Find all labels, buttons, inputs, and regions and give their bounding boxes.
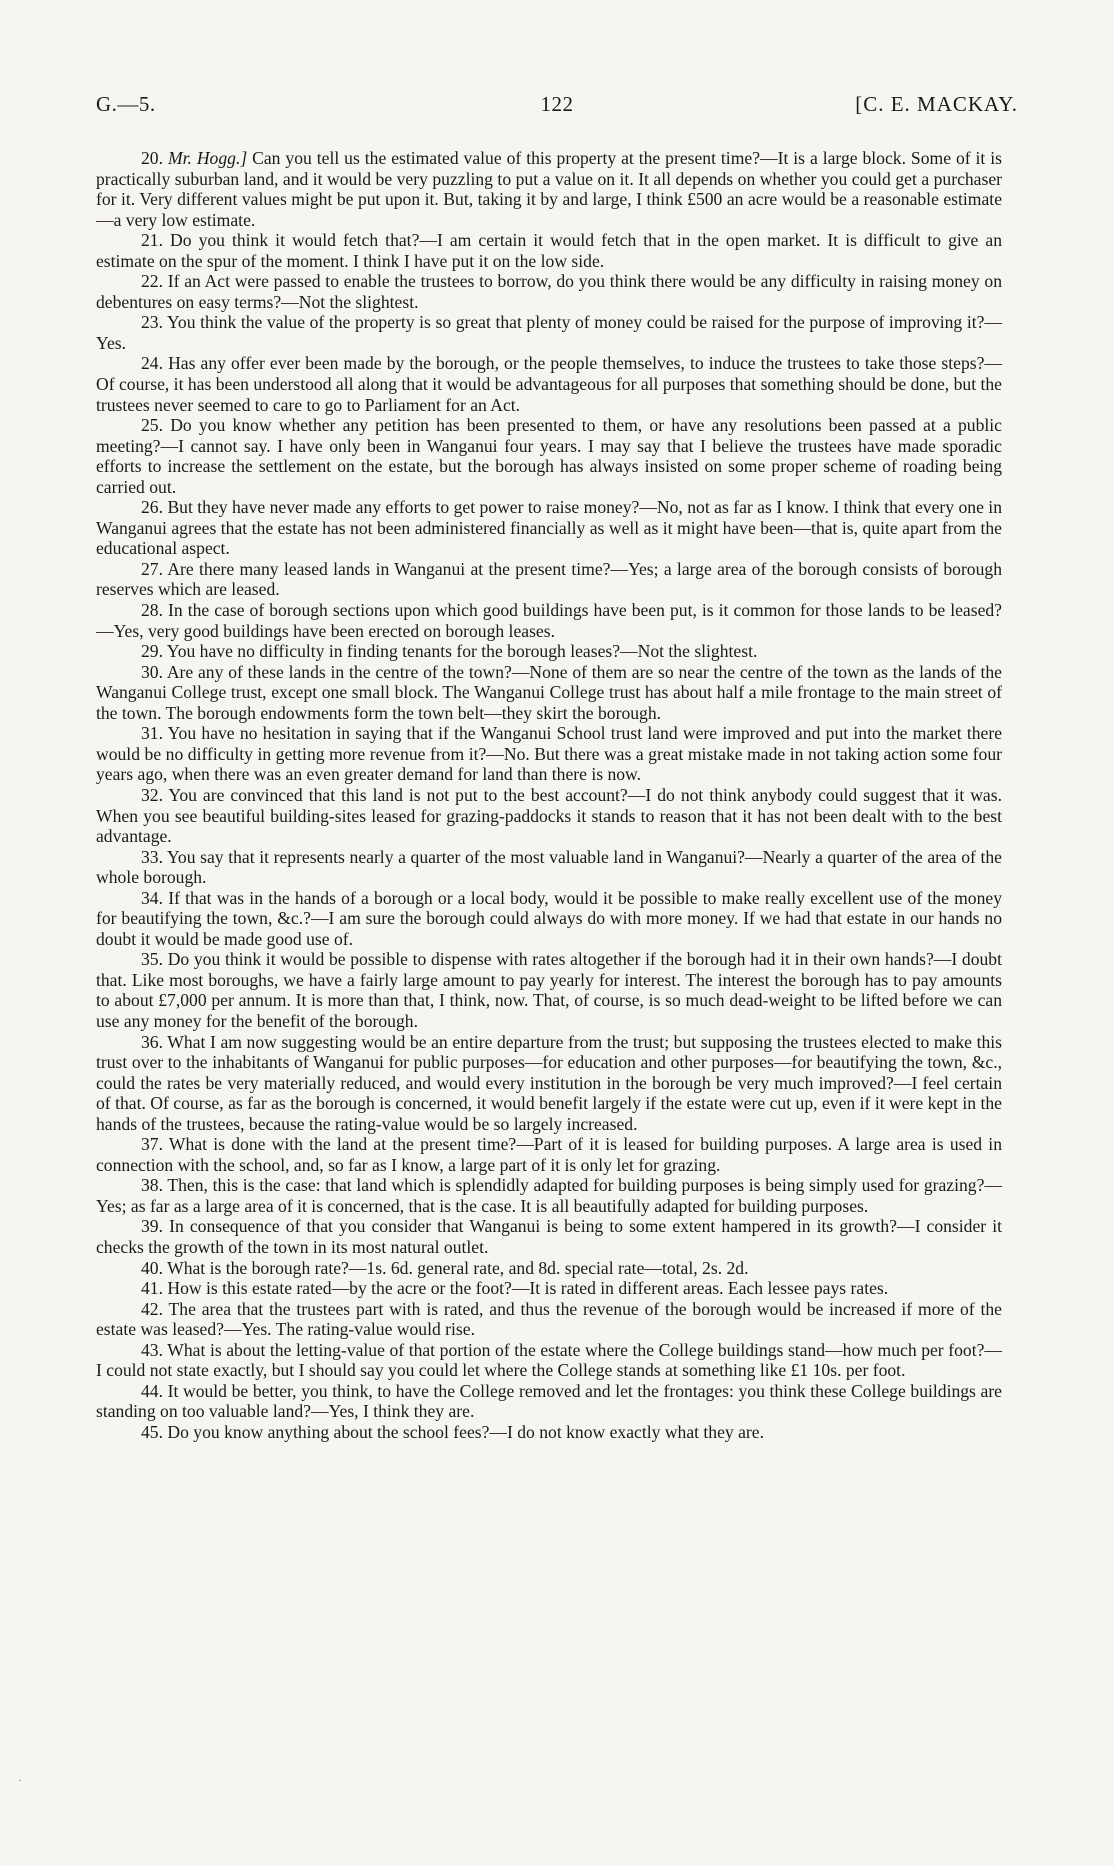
evidence-paragraph [96,723,1002,785]
paragraph-text: In consequence of that you consider that Wanganui is being to some extent hampered in its growth?—I consider it checks the growth of the town in its most natural outlet. [96,1216,1002,1257]
paragraph-text: Do you think it would be possible to dispense with rates altogether if the borough had it in their own hands?—I doubt that. Like most boroughs, we have a fairly large amount to pay yearly for interest. The interest the borough has to pay amounts to about £7,000 per annum. It is more than that, I think, now. That, of course, is so much dead-weight to be lifted before we can use any money for the benefit of the borough. [96,949,1002,1031]
paragraph-text: Then, this is the case: that land which is splendidly adapted for building purposes is being simply used for grazing?—Yes; as far as a large area of it is concerned, that is the case. It is all beautifully adapted for building purposes. [96,1175,1002,1216]
evidence-paragraph [96,847,1002,888]
question-number: 29. [141,641,163,662]
document-reference: G.—5. [96,92,156,116]
evidence-paragraph [96,600,1002,641]
question-number: 28. [141,600,163,621]
question-number: 21. [141,230,163,251]
paragraph-text: Has any offer ever been made by the borough, or the people themselves, to induce the trustees to take those steps?—Of course, it has been understood all along that it would be advantageous for all purposes that something should be done, but the trustees never seemed to care to go to Parliament for an Act. [96,353,1002,415]
question-number: 44. [141,1380,163,1401]
evidence-paragraph [96,1032,1002,1135]
evidence-paragraph [96,148,1002,230]
paragraph-text: You think the value of the property is so great that plenty of money could be raised for the purpose of improving it?—Yes. [96,312,1003,353]
evidence-paragraph [96,230,1002,271]
question-number: 41. [141,1278,163,1299]
paragraph-text: In the case of borough sections upon which good buildings have been put, is it common for those lands to be leased?—Yes, very good buildings have been erected on borough leases. [96,600,1002,641]
evidence-paragraph [96,1299,1002,1340]
witness-name: [C. E. MACKAY. [855,92,1018,116]
evidence-paragraph [96,641,1002,662]
evidence-paragraph [96,949,1002,1031]
paragraph-text: What I am now suggesting would be an entire departure from the trust; but supposing the trustees elected to make this trust over to the inhabitants of Wanganui for public purposes—for education and other purposes—for beautifying the town, &c., could the rates be very materially reduced, and would every institution in the borough be very much improved?—I feel certain of that. Of course, as far as the borough is concerned, it would benefit largely if the estate were cut up, even if it were kept in the hands of the trustees, because the rating-value would be so largely increased. [96,1031,1002,1134]
question-number: 40. [141,1257,163,1278]
evidence-body [96,148,1002,1442]
question-number: 20. [141,148,163,168]
question-number: 37. [141,1134,163,1155]
question-number: 27. [141,558,163,579]
evidence-paragraph [96,1258,1002,1279]
page-number: 122 [540,92,574,116]
evidence-paragraph [96,785,1002,847]
question-number: 31. [141,723,163,744]
paragraph-text: But they have never made any efforts to get power to raise money?—No, not as far as I know. I think that every one in Wanganui agrees that the estate has not been administered financially as well as it might have been—that is, quite apart from the educational aspect. [96,497,1002,559]
evidence-paragraph [96,415,1002,497]
evidence-paragraph [96,1216,1002,1257]
paragraph-text: If an Act were passed to enable the trustees to borrow, do you think there would be any difficulty in raising money on debentures on easy terms?—Not the slightest. [96,271,1002,312]
paragraph-text: You have no difficulty in finding tenants for the borough leases?—Not the slightest. [166,641,758,662]
paragraph-text: What is done with the land at the present time?—Part of it is leased for building purposes. A large area is used in connection with the school, and, so far as I know, a large part of it is only let for grazing. [96,1134,1002,1175]
evidence-paragraph [96,1278,1002,1299]
paragraph-text: What is about the letting-value of that portion of the estate where the College buildings stand—how much per foot?—I could not state exactly, but I should say you could let where the College stands at something like £1 10s. per foot. [96,1339,1002,1381]
question-number: 39. [141,1216,163,1237]
question-number: 33. [141,846,163,867]
question-number: 34. [141,887,163,908]
question-number: 25. [141,415,163,436]
paragraph-text: If that was in the hands of a borough or a local body, would it be possible to make really excellent use of the money for beautifying the town, &c.?—I am sure the borough could always do with more money. If we had that estate in our hands no doubt it would be made good use of. [96,887,1002,949]
paragraph-text: It would be better, you think, to have the College removed and let the frontages: you think these College buildings are standing on too valuable land?—Yes, I think they are. [96,1380,1002,1422]
question-number: 26. [141,497,163,518]
evidence-paragraph [96,1381,1002,1422]
question-number: 45. [141,1421,163,1442]
paragraph-text: Can you tell us the estimated value of this property at the present time?—It is a large block. Some of it is practically suburban land, and it would be very puzzling to put a value on it. It all depends on whether you could get a purchaser for it. Very different values might be put upon it. But, taking it by and large, I think £500 an acre would be a reasonable estimate—a very low estimate. [96,148,1002,230]
evidence-paragraph [96,559,1002,600]
paragraph-text: Do you think it would fetch that?—I am certain it would fetch that in the open market. It is difficult to give an estimate on the spur of the moment. I think I have put it on the low side. [96,230,1002,271]
paragraph-text: You are convinced that this land is not put to the best account?—I do not think anybody could suggest that it was. When you see beautiful building-sites leased for grazing-paddocks it stands to reason that it has not been dealt with to the best advantage. [96,784,1002,847]
paragraph-text: You say that it represents nearly a quarter of the most valuable land in Wanganui?—Nearly a quarter of the area of the whole borough. [96,846,1002,888]
question-number: 30. [141,661,163,682]
evidence-paragraph [96,312,1002,353]
paragraph-text: Do you know anything about the school fees?—I do not know exactly what they are. [167,1421,764,1442]
question-number: 23. [141,312,163,333]
evidence-paragraph [96,662,1002,724]
question-number: 32. [141,784,163,805]
speaker-name: Mr. Hogg.] [167,148,253,168]
question-number: 38. [141,1175,163,1196]
evidence-paragraph [96,1134,1002,1175]
paragraph-text: Do you know whether any petition has been presented to them, or have any resolutions been passed at a public meeting?—I cannot say. I have only been in Wanganui four years. I may say that I believe the trustees have made sporadic efforts to increase the settlement on the estate, but the borough has always insisted on some proper scheme of roading being carried out. [96,415,1002,497]
evidence-paragraph [96,1340,1002,1381]
paragraph-text: Are any of these lands in the centre of the town?—None of them are so near the centre of the town as the lands of the Wanganui College trust, except one small block. The Wanganui College trust has about half a mile frontage to the main street of the town. The borough endowments form the town belt—they skirt the borough. [96,661,1002,723]
question-number: 42. [141,1298,163,1319]
paragraph-text: What is the borough rate?—1s. 6d. general rate, and 8d. special rate—total, 2s. 2d. [167,1257,749,1278]
paragraph-text: How is this estate rated—by the acre or the foot?—It is rated in different areas. Each lessee pays rates. [167,1278,889,1299]
question-number: 35. [141,949,163,970]
question-number: 22. [141,271,163,292]
evidence-paragraph [96,1175,1002,1216]
paragraph-text: Are there many leased lands in Wanganui at the present time?—Yes; a large area of the borough consists of borough reserves which are leased. [96,558,1002,600]
paragraph-text: You have no hesitation in saying that if the Wanganui School trust land were improved and put into the market there would be no difficulty in getting more revenue from it?—No. But there was a great mistake made in not taking action some four years ago, when there was an even greater demand for land than there is now. [96,723,1003,785]
evidence-paragraph [96,271,1002,312]
page-header [96,92,1018,124]
evidence-paragraph [96,497,1002,559]
margin-mark: · [18,1773,22,1787]
evidence-paragraph [96,353,1002,415]
evidence-paragraph [96,888,1002,950]
evidence-paragraph [96,1422,1002,1443]
question-number: 24. [141,353,163,374]
paragraph-text: The area that the trustees part with is rated, and thus the revenue of the borough would be increased if more of the estate was leased?—Yes. The rating-value would rise. [96,1298,1002,1340]
question-number: 43. [141,1339,163,1360]
question-number: 36. [141,1031,163,1052]
